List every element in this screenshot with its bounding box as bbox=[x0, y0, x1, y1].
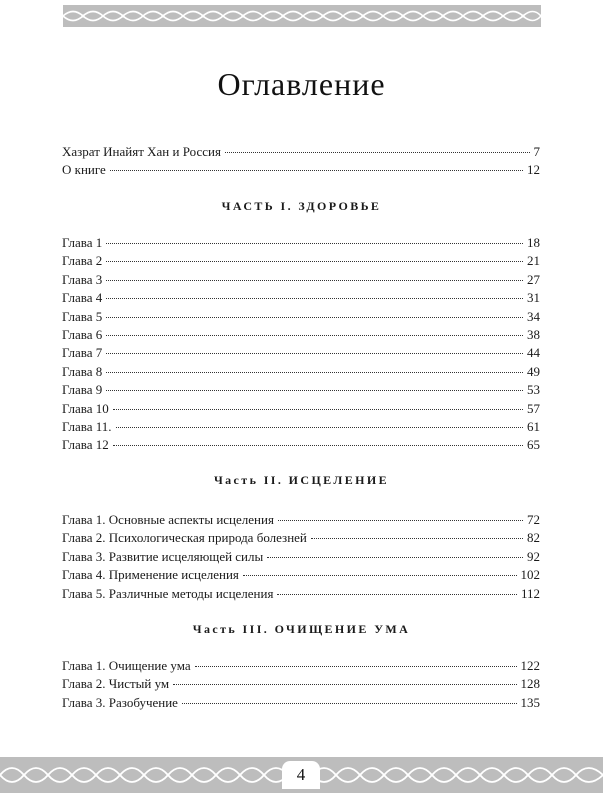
toc-leader-dots bbox=[243, 575, 517, 576]
toc-entry-page: 7 bbox=[533, 144, 540, 159]
toc-entry-title: Хазрат Инайят Хан и Россия bbox=[62, 144, 221, 159]
toc-entry-page: 65 bbox=[527, 437, 540, 453]
toc-entry[interactable] bbox=[62, 161, 540, 179]
toc-entry-page: 72 bbox=[527, 512, 540, 527]
top-ornament-border bbox=[63, 5, 541, 27]
toc-entry-title: Глава 4. Применение исцеления bbox=[62, 567, 239, 583]
toc-leader-dots bbox=[113, 445, 523, 446]
toc-leader-dots bbox=[182, 703, 517, 704]
toc-entry-page: 122 bbox=[520, 658, 540, 673]
toc-leader-dots bbox=[106, 353, 523, 354]
toc-entry-page: 18 bbox=[527, 235, 540, 250]
toc-entry[interactable] bbox=[62, 308, 540, 326]
toc-entry[interactable] bbox=[62, 289, 540, 307]
toc-entry-page: 112 bbox=[520, 585, 540, 601]
toc-leader-dots bbox=[106, 372, 523, 373]
toc-entry-title: Глава 1 bbox=[62, 235, 103, 250]
toc-entry[interactable] bbox=[62, 326, 540, 344]
toc-leader-dots bbox=[113, 409, 523, 410]
toc-part-3-list bbox=[62, 657, 540, 712]
toc-entry-title: Глава 1. Основные аспекты исцеления bbox=[62, 512, 274, 527]
toc-entry[interactable] bbox=[62, 436, 540, 454]
toc-intro-list bbox=[62, 143, 540, 180]
toc-part-2-list bbox=[62, 511, 540, 603]
toc-entry[interactable] bbox=[62, 585, 540, 603]
toc-leader-dots bbox=[106, 261, 523, 262]
toc-entry[interactable] bbox=[62, 234, 540, 252]
toc-leader-dots bbox=[116, 427, 523, 428]
toc-entry[interactable] bbox=[62, 252, 540, 270]
toc-leader-dots bbox=[267, 557, 523, 558]
toc-leader-dots bbox=[277, 594, 517, 595]
toc-leader-dots bbox=[106, 280, 523, 281]
toc-leader-dots bbox=[278, 520, 523, 521]
toc-entry-page: 38 bbox=[527, 326, 540, 342]
toc-entry-title: Глава 8 bbox=[62, 363, 103, 379]
toc-entry-title: Глава 4 bbox=[62, 290, 103, 306]
toc-entry[interactable] bbox=[62, 657, 540, 675]
toc-entry-page: 12 bbox=[527, 162, 540, 178]
toc-leader-dots bbox=[106, 298, 523, 299]
toc-entry[interactable] bbox=[62, 675, 540, 693]
part-heading: ЧАСТЬ I. ЗДОРОВЬЕ bbox=[221, 199, 382, 213]
toc-leader-dots bbox=[106, 390, 523, 391]
toc-entry[interactable] bbox=[62, 363, 540, 381]
toc-entry[interactable] bbox=[62, 381, 540, 399]
toc-entry-page: 92 bbox=[527, 548, 540, 564]
page-number: 4 bbox=[282, 761, 320, 789]
toc-entry-page: 82 bbox=[527, 530, 540, 546]
toc-entry-title: Глава 5. Различные методы исцеления bbox=[62, 585, 274, 601]
toc-leader-dots bbox=[311, 538, 523, 539]
toc-entry-page: 128 bbox=[520, 676, 540, 692]
toc-entry-title: Глава 9 bbox=[62, 382, 103, 398]
toc-entry-page: 53 bbox=[527, 382, 540, 398]
toc-leader-dots bbox=[173, 684, 516, 685]
toc-entry-title: Глава 11. bbox=[62, 418, 112, 434]
toc-entry-page: 34 bbox=[527, 308, 540, 324]
toc-entry-page: 44 bbox=[527, 345, 540, 361]
toc-entry-page: 49 bbox=[527, 363, 540, 379]
toc-entry-page: 135 bbox=[520, 694, 540, 710]
toc-entry-title: Глава 2. Чистый ум bbox=[62, 676, 170, 692]
toc-entry[interactable] bbox=[62, 548, 540, 566]
toc-entry-page: 57 bbox=[527, 400, 540, 416]
toc-entry-title: Глава 6 bbox=[62, 326, 103, 342]
toc-entry-page: 102 bbox=[520, 567, 540, 583]
toc-entry-title: Глава 2 bbox=[62, 253, 103, 269]
toc-entry[interactable] bbox=[62, 694, 540, 712]
toc-entry-page: 27 bbox=[527, 271, 540, 287]
toc-entry-title: Глава 12 bbox=[62, 437, 109, 453]
toc-entry[interactable] bbox=[62, 529, 540, 547]
toc-leader-dots bbox=[195, 666, 517, 667]
toc-entry-title: Глава 3. Развитие исцеляющей силы bbox=[62, 548, 264, 564]
toc-leader-dots bbox=[106, 317, 523, 318]
toc-entry[interactable] bbox=[62, 143, 540, 161]
page-title: Оглавление bbox=[217, 66, 386, 102]
toc-entry-title: Глава 5 bbox=[62, 308, 103, 324]
toc-entry-page: 61 bbox=[527, 418, 540, 434]
toc-entry-title: О книге bbox=[62, 162, 106, 178]
toc-leader-dots bbox=[110, 170, 523, 171]
toc-leader-dots bbox=[106, 243, 523, 244]
toc-part-1-list bbox=[62, 234, 540, 455]
toc-entry-title: Глава 3 bbox=[62, 271, 103, 287]
toc-entry-page: 31 bbox=[527, 290, 540, 306]
toc-leader-dots bbox=[225, 152, 530, 153]
toc-entry-title: Глава 1. Очищение ума bbox=[62, 658, 191, 673]
toc-entry[interactable] bbox=[62, 511, 540, 529]
toc-entry[interactable] bbox=[62, 566, 540, 584]
toc-entry[interactable] bbox=[62, 400, 540, 418]
toc-entry[interactable] bbox=[62, 344, 540, 362]
toc-entry-page: 21 bbox=[527, 253, 540, 269]
toc-entry-title: Глава 3. Разобучение bbox=[62, 694, 178, 710]
part-heading: Часть II. ИСЦЕЛЕНИЕ bbox=[213, 473, 390, 487]
toc-entry-title: Глава 2. Психологическая природа болезней bbox=[62, 530, 307, 546]
part-heading: Часть III. ОЧИЩЕНИЕ УМА bbox=[192, 622, 411, 636]
toc-entry-title: Глава 7 bbox=[62, 345, 103, 361]
toc-entry[interactable] bbox=[62, 271, 540, 289]
toc-entry-title: Глава 10 bbox=[62, 400, 109, 416]
toc-leader-dots bbox=[106, 335, 523, 336]
toc-entry[interactable] bbox=[62, 418, 540, 436]
